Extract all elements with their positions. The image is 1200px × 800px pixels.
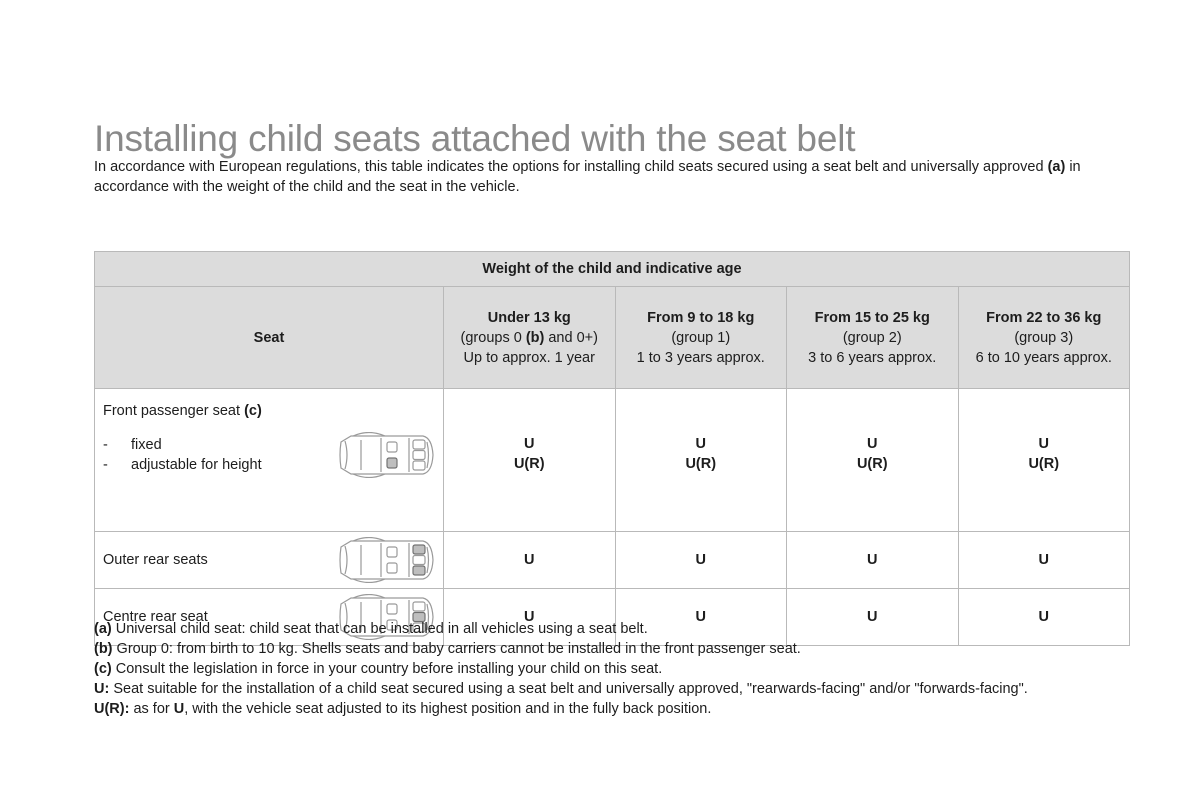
seat-header: Seat — [95, 287, 444, 389]
value-cell — [958, 389, 1130, 532]
footnote — [94, 659, 1154, 679]
column-group: (group 2) — [842, 329, 902, 346]
footnote-text: , with the vehicle seat adjusted to its highest position and in the fully back position. — [184, 701, 712, 717]
column-title: From 15 to 25 kg — [814, 309, 930, 326]
value-ur: U(R) — [1028, 456, 1060, 472]
group-text: (groups 0 — [460, 329, 526, 346]
footnotes — [94, 619, 1154, 719]
value-cell: U — [787, 589, 959, 646]
footnote — [94, 619, 1154, 639]
footnote-key: (c) — [94, 661, 112, 677]
column-header-row — [95, 287, 1130, 389]
child-seat-table — [94, 251, 1130, 646]
footnote-text: Group 0: from birth to 10 kg. Shells seats and baby carriers cannot be installed in the front passenger seat. — [112, 641, 801, 657]
footnote-text: Universal child seat: child seat that can be installed in all vehicles using a seat belt. — [111, 621, 648, 637]
column-title: Under 13 kg — [487, 309, 571, 326]
value-cell: U — [958, 532, 1130, 589]
value-u: U — [867, 436, 878, 452]
column-group: (group 3) — [1014, 329, 1074, 346]
value-cell — [615, 389, 787, 532]
footnote-key: (a) — [94, 621, 112, 637]
column-age: 6 to 10 years approx. — [975, 349, 1112, 366]
footnote-key: U(R): — [94, 701, 130, 717]
column-header — [615, 287, 787, 389]
column-title: From 22 to 36 kg — [986, 309, 1102, 326]
seat-cell — [95, 389, 444, 532]
value-cell: U — [958, 589, 1130, 646]
column-header — [958, 287, 1130, 389]
value-u: U — [695, 436, 706, 452]
value-cell — [444, 389, 616, 532]
intro-text: In accordance with European regulations, this table indicates the options for installing child seats secured using a seat belt and universally approved — [94, 159, 1044, 175]
car-top-view-icon — [335, 537, 435, 583]
value-cell: U — [444, 589, 616, 646]
seat-label-ref: (c) — [244, 403, 262, 419]
value-cell: U — [615, 589, 787, 646]
seat-label: Outer rear seats — [103, 552, 208, 568]
seat-label-text: Front passenger seat — [103, 403, 245, 419]
group-ref: (b) — [525, 329, 545, 346]
table-row-outer-rear — [95, 532, 1130, 589]
column-group — [444, 328, 615, 348]
option-dash: - — [103, 437, 108, 453]
column-group: (group 1) — [671, 329, 731, 346]
seat-option — [103, 437, 162, 453]
value-ur: U(R) — [685, 456, 717, 472]
seat-cell — [95, 532, 444, 589]
footnote — [94, 699, 1154, 719]
footnote-key: U — [173, 701, 185, 717]
column-header — [444, 287, 616, 389]
seat-label — [103, 403, 262, 419]
column-title: From 9 to 18 kg — [647, 309, 755, 326]
car-top-view-icon — [335, 432, 435, 478]
option-dash: - — [103, 457, 108, 473]
column-age: Up to approx. 1 year — [463, 349, 595, 366]
value-u: U — [524, 436, 535, 452]
footnote-key: (b) — [94, 641, 113, 657]
footnote — [94, 679, 1154, 699]
value-cell: U — [787, 532, 959, 589]
value-ur: U(R) — [513, 456, 545, 472]
value-cell: U — [615, 532, 787, 589]
seat-label: Centre rear seat — [103, 609, 208, 625]
option-label: fixed — [131, 437, 162, 453]
weight-header: Weight of the child and indicative age — [95, 252, 1130, 287]
column-age: 1 to 3 years approx. — [636, 349, 765, 366]
footnote — [94, 639, 1154, 659]
footnote-text: Consult the legislation in force in your country before installing your child on this seat. — [111, 661, 663, 677]
column-header — [787, 287, 959, 389]
value-ur: U(R) — [856, 456, 888, 472]
value-cell — [787, 389, 959, 532]
footnote-text: as for — [129, 701, 174, 717]
page-title: Installing child seats attached with the seat belt — [94, 118, 856, 159]
intro-paragraph — [94, 157, 1144, 197]
footnote-text: Seat suitable for the installation of a child seat secured using a seat belt and universally approved, "rearwards-facing" and/or "forwards-facing". — [109, 681, 1028, 697]
column-age: 3 to 6 years approx. — [808, 349, 937, 366]
intro-text-2: in accordance with the weight of the child and the seat in the vehicle. — [94, 159, 1081, 195]
option-label: adjustable for height — [131, 457, 262, 473]
weight-header-row — [95, 252, 1130, 287]
value-cell: U — [444, 532, 616, 589]
footnote-key: U: — [94, 681, 110, 697]
table-row-front-passenger — [95, 389, 1130, 532]
intro-ref: (a) — [1047, 159, 1066, 175]
seat-option — [103, 457, 262, 473]
value-u: U — [1038, 436, 1049, 452]
group-text-post: and 0+) — [544, 329, 598, 346]
